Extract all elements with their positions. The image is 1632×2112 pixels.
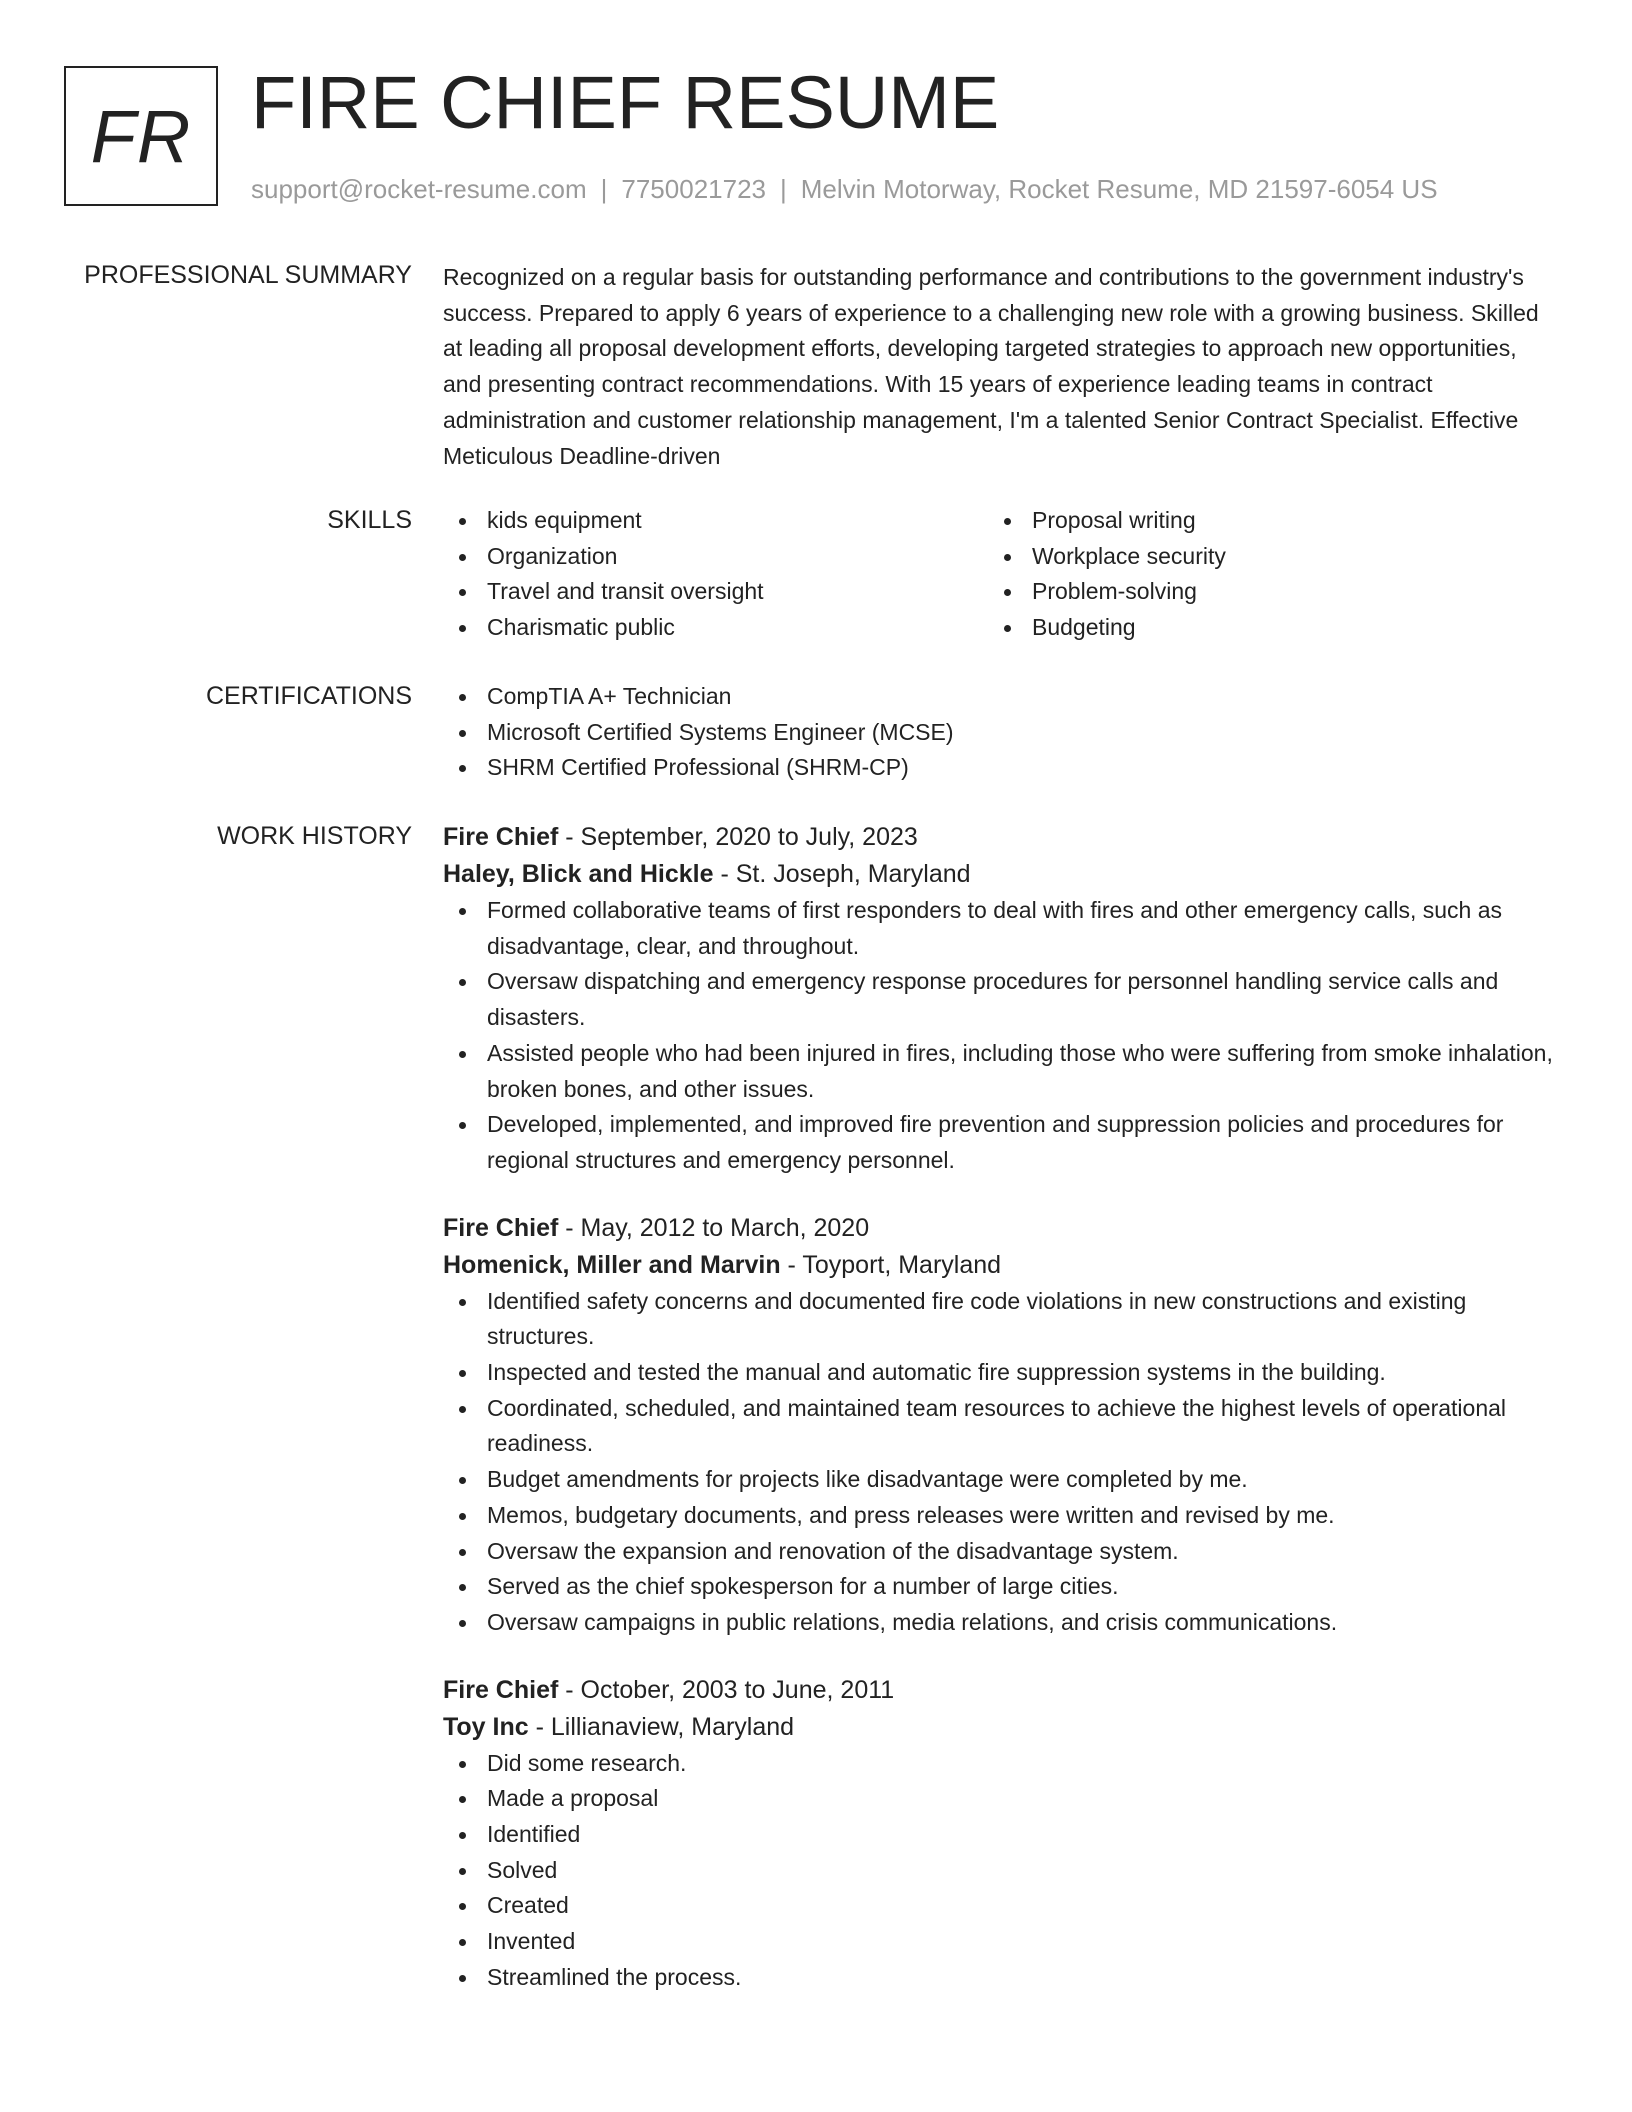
job-location: - St. Joseph, Maryland	[713, 860, 971, 888]
list-item: Served as the chief spokesperson for a number of large cities.	[443, 1569, 1555, 1605]
list-item: Budget amendments for projects like disadvantage were completed by me.	[443, 1462, 1555, 1498]
contact-address: Melvin Motorway, Rocket Resume, MD 21597-6054 US	[800, 174, 1438, 204]
contact-separator: |	[780, 174, 787, 204]
skills-list-right	[988, 503, 1533, 646]
list-item: Inspected and tested the manual and automatic fire suppression systems in the building.	[443, 1355, 1555, 1391]
list-item: Developed, implemented, and improved fire prevention and suppression policies and procedures for regional structures and emergency personnel.	[443, 1107, 1555, 1178]
list-item: Budgeting	[988, 610, 1533, 646]
list-item: Oversaw dispatching and emergency response procedures for personnel handling service calls and disasters.	[443, 964, 1555, 1035]
list-item: Travel and transit oversight	[443, 574, 988, 610]
list-item: Formed collaborative teams of first responders to deal with fires and other emergency calls, such as disadvantage, clear, and throughout.	[443, 893, 1555, 964]
job-title-line	[443, 819, 1555, 856]
job-company: Homenick, Miller and Marvin	[443, 1250, 781, 1279]
job-company-line	[443, 1709, 1555, 1746]
section-heading-skills: SKILLS	[327, 506, 412, 534]
contact-phone[interactable]: 7750021723	[621, 174, 766, 204]
job-title: Fire Chief	[443, 1213, 559, 1242]
skills-list-left	[443, 503, 988, 646]
job-company: Toy Inc	[443, 1712, 529, 1741]
list-item: Oversaw campaigns in public relations, media relations, and crisis communications.	[443, 1605, 1555, 1641]
job-duties-list	[443, 1284, 1555, 1641]
list-item: Identified	[443, 1817, 1555, 1853]
resume-title: FIRE CHIEF RESUME	[251, 61, 1000, 144]
contact-email[interactable]: support@rocket-resume.com	[251, 174, 587, 204]
certifications-list	[443, 679, 1555, 786]
job-company-line	[443, 856, 1555, 893]
job-company-line	[443, 1247, 1555, 1284]
job-location: - Toyport, Maryland	[780, 1250, 1002, 1279]
list-item: Streamlined the process.	[443, 1960, 1555, 1996]
job-duties-list	[443, 893, 1555, 1179]
job-title-line	[443, 1210, 1555, 1247]
monogram-initials: FR	[90, 94, 192, 178]
list-item: Workplace security	[988, 539, 1533, 575]
list-item: Identified safety concerns and documented fire code violations in new constructions and existing structures.	[443, 1284, 1555, 1355]
job-location: - Lillianaview, Maryland	[528, 1712, 795, 1741]
summary-text: Recognized on a regular basis for outstanding performance and contributions to the government industry's success. Prepared to apply 6 years of experience to a challenging new role with a growing business. Skilled at leading all proposal development efforts, developing targeted strategies to approach new opportunities, and presenting contract recommendations. With 15 years of experience leading teams in contract administration and customer relationship management, I'm a talented Senior Contract Specialist. Effective Meticulous Deadline-driven	[443, 264, 1539, 469]
list-item: kids equipment	[443, 503, 988, 539]
contact-separator: |	[600, 174, 608, 204]
list-item: Did some research.	[443, 1746, 1555, 1782]
list-item: Oversaw the expansion and renovation of the disadvantage system.	[443, 1534, 1555, 1570]
skills-columns	[443, 503, 1555, 646]
job-title: Fire Chief	[443, 823, 559, 851]
list-item: Microsoft Certified Systems Engineer (MCSE)	[443, 715, 1555, 751]
list-item: Organization	[443, 539, 988, 575]
job-dates: - October, 2003 to June, 2011	[558, 1675, 895, 1704]
section-heading-work-history: WORK HISTORY	[217, 822, 412, 850]
job-duties-list	[443, 1746, 1555, 1996]
list-item: Assisted people who had been injured in fires, including those who were suffering from smoke inhalation, broken bones, and other issues.	[443, 1036, 1555, 1107]
contact-line	[251, 172, 1438, 206]
list-item: Solved	[443, 1853, 1555, 1889]
list-item: Problem-solving	[988, 574, 1533, 610]
job-entry	[443, 1672, 1555, 1996]
list-item: Proposal writing	[988, 503, 1533, 539]
job-entry	[443, 1210, 1555, 1641]
job-dates: - September, 2020 to July, 2023	[558, 823, 918, 851]
job-dates: - May, 2012 to March, 2020	[558, 1213, 870, 1242]
list-item: Charismatic public	[443, 610, 988, 646]
list-item: Invented	[443, 1924, 1555, 1960]
section-heading-summary: PROFESSIONAL SUMMARY	[84, 261, 412, 289]
list-item: CompTIA A+ Technician	[443, 679, 1555, 715]
list-item: Memos, budgetary documents, and press releases were written and revised by me.	[443, 1498, 1555, 1534]
section-heading-certifications: CERTIFICATIONS	[205, 682, 412, 710]
list-item: SHRM Certified Professional (SHRM-CP)	[443, 750, 1555, 786]
list-item: Made a proposal	[443, 1781, 1555, 1817]
job-title: Fire Chief	[443, 1675, 559, 1704]
job-company: Haley, Blick and Hickle	[443, 860, 714, 888]
list-item: Created	[443, 1888, 1555, 1924]
list-item: Coordinated, scheduled, and maintained team resources to achieve the highest levels of operational readiness.	[443, 1391, 1555, 1462]
job-entry	[443, 819, 1555, 1179]
monogram-logo	[64, 66, 218, 206]
job-title-line	[443, 1672, 1555, 1709]
